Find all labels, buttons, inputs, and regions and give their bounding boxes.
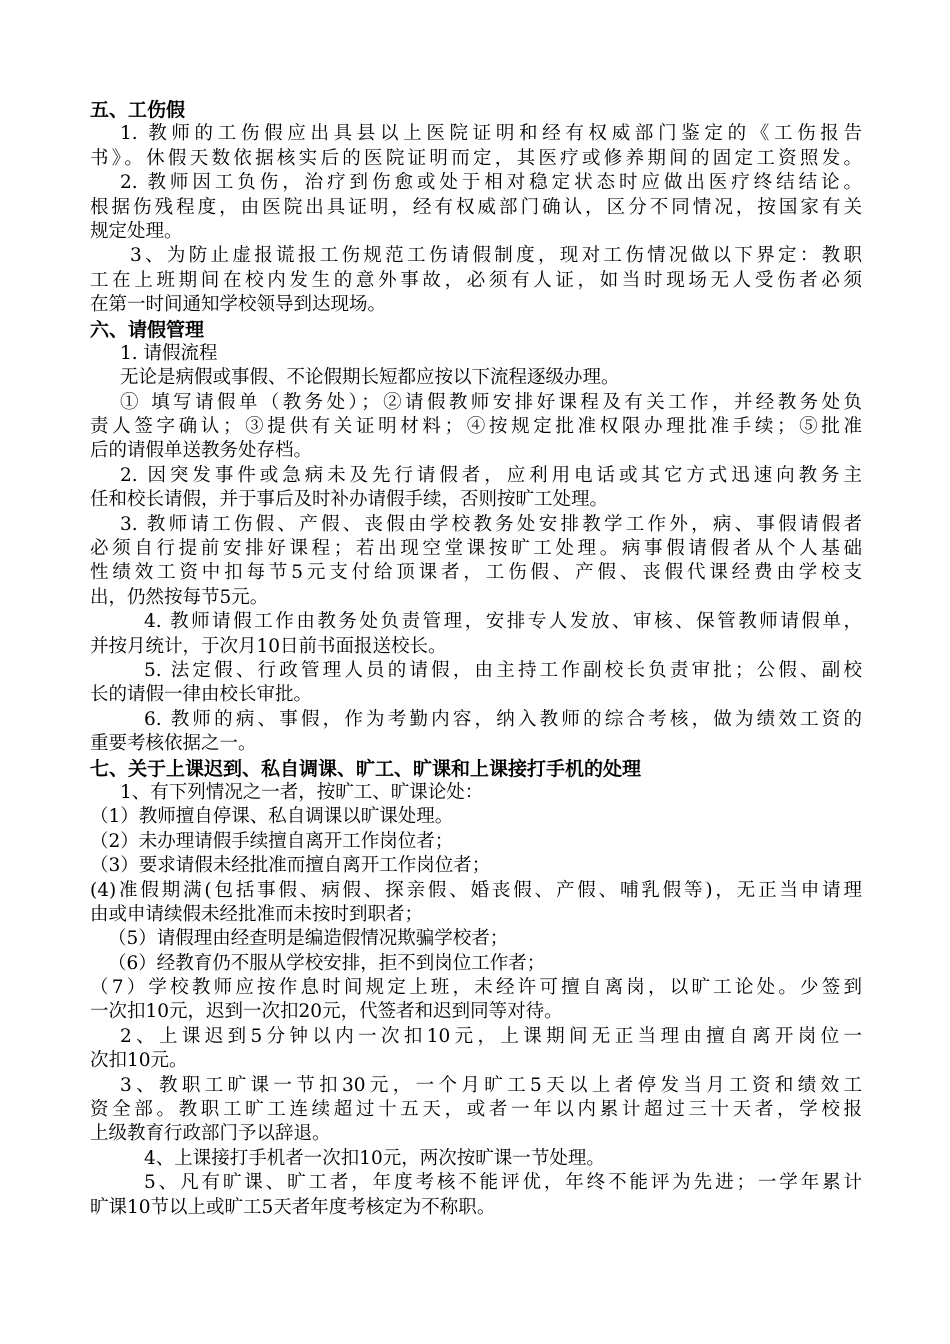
paragraph-line: 重要考核依据之一。 [90,733,257,755]
paragraph-line: 2. 教师因工负伤，治疗到伤愈或处于相对稳定状态时应做出医疗终结结论。 [120,172,862,194]
paragraph-line: 2. 因突发事件或急病未及先行请假者，应利用电话或其它方式迅速向教务主 [120,464,862,486]
paragraph-line: 无论是病假或事假、不论假期长短都应按以下流程逐级办理。 [120,367,620,389]
paragraph-line: 一次扣10元，迟到一次扣20元，代签者和迟到同等对待。 [90,1001,563,1023]
paragraph-line: 必须自行提前安排好课程；若出现空堂课按旷工处理。病事假请假者从个人基础 [90,538,862,560]
paragraph-line: 1、有下列情况之一者，按旷工、旷课论处： [120,781,484,803]
paragraph-line: 并按月统计，于次月10日前书面报送校长。 [90,635,447,657]
paragraph-line: 任和校长请假，并于事后及时补办请假手续，否则按旷工处理。 [90,489,609,511]
paragraph-line: 长的请假一律由校长审批。 [90,684,313,706]
paragraph-line: 6. 教师的病、事假，作为考勤内容，纳入教师的综合考核，做为绩效工资的 [144,708,862,730]
paragraph-line: 5、凡有旷课、旷工者，年度考核不能评优，年终不能评为先进；一学年累计 [144,1172,862,1194]
paragraph-line: 由或申请续假未经批准而未按时到职者； [90,903,424,925]
paragraph-line: （5）请假理由经查明是编造假情况欺骗学校者； [108,928,509,950]
paragraph-line: 2、上课迟到5分钟以内一次扣10元，上课期间无正当理由擅自离开岗位一 [120,1025,862,1047]
section-heading: 五、工伤假 [90,99,186,121]
section-heading: 七、关于上课迟到、私自调课、旷工、旷课和上课接打手机的处理 [90,757,642,780]
section-heading: 六、请假管理 [90,318,205,341]
paragraph-line: 工在上班期间在校内发生的意外事故，必须有人证，如当时现场无人受伤者必须 [90,269,862,291]
paragraph-line: 3、教职工旷课一节扣30元，一个月旷工5天以上者停发当月工资和绩效工 [120,1074,862,1096]
paragraph-line: 次扣10元。 [90,1050,188,1072]
paragraph-line: 4. 教师请假工作由教务处负责管理，安排专人发放、审核、保管教师请假单， [144,611,862,633]
paragraph-line: (4)准假期满(包括事假、病假、探亲假、婚丧假、产假、哺乳假等)，无正当申请理 [90,879,862,901]
paragraph-line: ① 填写请假单（教务处）；②请假教师安排好课程及有关工作，并经教务处负 [120,391,862,413]
paragraph-line: 性绩效工资中扣每节5元支付给顶课者，工伤假、产假、丧假代课经费由学校支 [90,562,862,584]
paragraph-line: 资全部。教职工旷工连续超过十五天，或者一年以内累计超过三十天者，学校报 [90,1099,862,1121]
paragraph-line: （3）要求请假未经批准而擅自离开工作岗位者； [90,855,491,877]
paragraph-line: 后的请假单送教务处存档。 [90,440,313,462]
paragraph-line: 1. 请假流程 [120,342,218,364]
paragraph-line: 责人签字确认；③提供有关证明材料；④按规定批准权限办理批准手续；⑤批准 [90,416,862,438]
paragraph-line: 规定处理。 [90,220,183,242]
paragraph-line: 3、为防止虚报谎报工伤规范工伤请假制度，现对工伤情况做以下界定：教职 [130,245,862,267]
paragraph-line: （7）学校教师应按作息时间规定上班，未经许可擅自离岗，以旷工论处。少签到 [90,977,862,999]
paragraph-line: 1. 教师的工伤假应出具县以上医院证明和经有权威部门鉴定的《工伤报告 [120,123,862,145]
paragraph-line: 4、上课接打手机者一次扣10元，两次按旷课一节处理。 [144,1147,605,1169]
paragraph-line: 旷课10节以上或旷工5天者年度考核定为不称职。 [90,1196,496,1218]
paragraph-line: 3. 教师请工伤假、产假、丧假由学校教务处安排教学工作外，病、事假请假者 [120,513,862,535]
paragraph-line: （2）未办理请假手续擅自离开工作岗位者； [90,830,454,852]
document-page [90,98,862,1220]
paragraph-line: 5. 法定假、行政管理人员的请假，由主持工作副校长负责审批；公假、副校 [144,659,862,681]
paragraph-line: 书》。休假天数依据核实后的医院证明而定，其医疗或修养期间的固定工资照发。 [90,147,862,169]
paragraph-line: 上级教育行政部门予以辞退。 [90,1123,331,1145]
paragraph-line: （6）经教育仍不服从学校安排，拒不到岗位工作者； [108,952,546,974]
paragraph-line: 出，仍然按每节5元。 [90,586,269,608]
paragraph-line: 根据伤残程度，由医院出具证明，经有权威部门确认，区分不同情况，按国家有关 [90,196,862,218]
paragraph-line: （1）教师擅自停课、私自调课以旷课处理。 [90,806,454,828]
paragraph-line: 在第一时间通知学校领导到达现场。 [90,294,387,316]
